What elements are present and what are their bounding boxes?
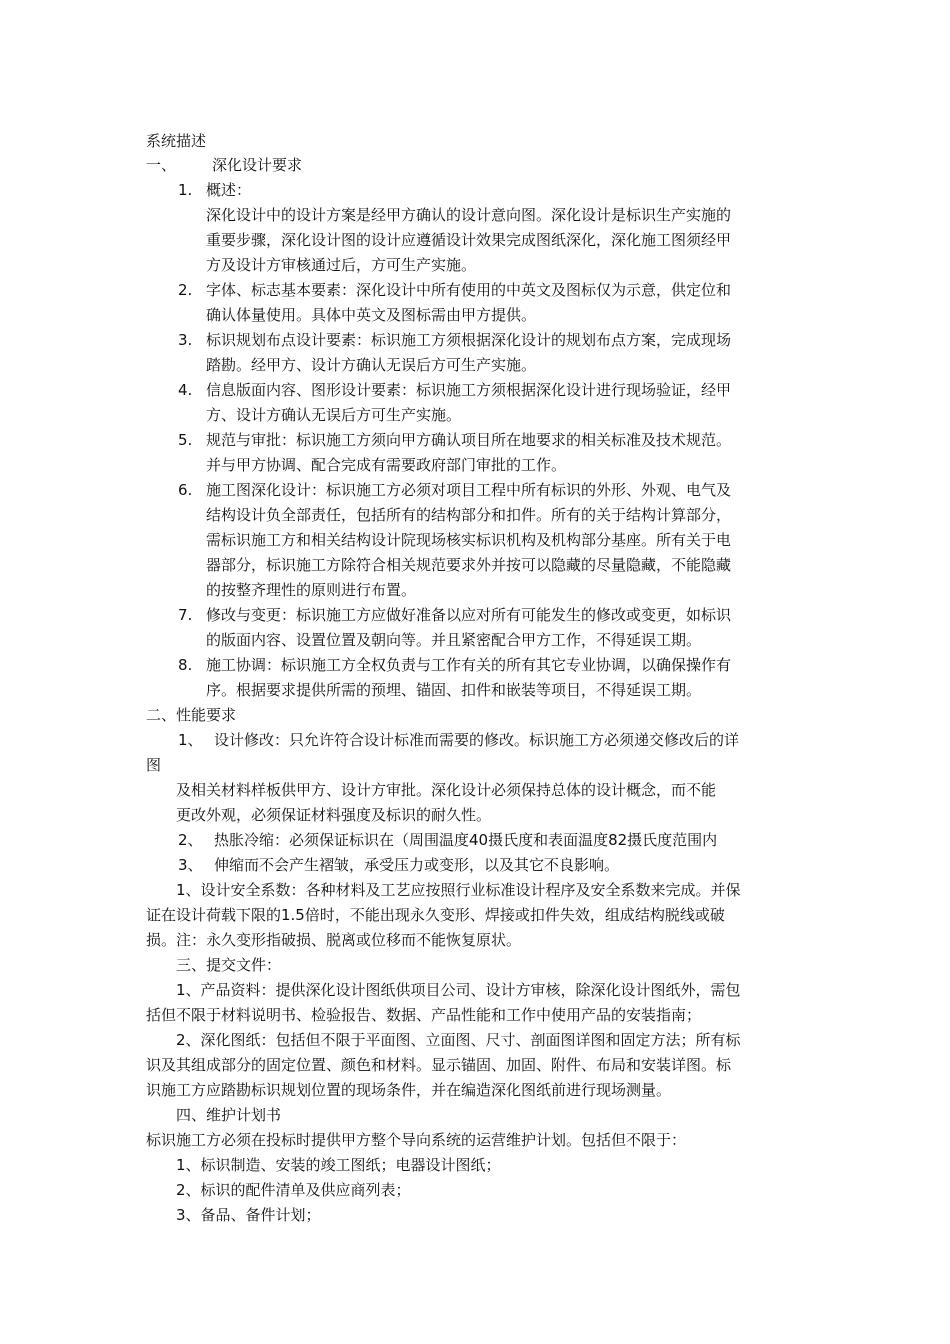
- section4-heading: 四、维护计划书: [176, 1106, 282, 1124]
- item-line: 概述：: [206, 181, 252, 199]
- para-line: 伸缩而不会产生褶皱，承受压力或变形，以及其它不良影响。: [214, 856, 620, 874]
- para-line: 括但不限于材料说明书、检验报告、数据、产品性能和工作中使用产品的安装指南；: [146, 1006, 702, 1024]
- item-line: 深化设计中的设计方案是经甲方确认的设计意向图。深化设计是标识生产实施的: [206, 206, 732, 224]
- item-line: 施工协调：标识施工方全权负责与工作有关的所有其它专业协调，以确保操作有: [206, 656, 732, 674]
- item-line: 字体、标志基本要素：深化设计中所有使用的中英文及图标仅为示意，供定位和: [206, 281, 732, 299]
- list-item: 1、标识制造、安装的竣工图纸；电器设计图纸；: [176, 1156, 501, 1174]
- list-item: 2、标识的配件清单及供应商列表；: [176, 1181, 411, 1199]
- para-number: 1、: [178, 731, 203, 749]
- item-line: 需标识施工方和相关结构设计院现场核实标识机构及机构部分基座。所有关于电: [206, 531, 732, 549]
- item-line: 序。根据要求提供所需的预埋、锚固、扣件和嵌装等项目，不得延误工期。: [206, 681, 702, 699]
- section3-heading: 三、提交文件：: [176, 956, 282, 974]
- para-line: 图: [146, 756, 162, 774]
- item-number: 2.: [178, 281, 193, 299]
- para-line: 1、设计安全系数：各种材料及工艺应按照行业标准设计程序及安全系数来完成。并保: [176, 881, 741, 899]
- para-line: 1、产品资料：提供深化设计图纸供项目公司、设计方审核，除深化设计图纸外，需包: [176, 981, 741, 999]
- para-line: 及相关材料样板供甲方、设计方审批。深化设计必须保持总体的设计概念，而不能: [176, 781, 717, 799]
- item-number: 7.: [178, 606, 193, 624]
- item-line: 重要步骤，深化设计图的设计应遵循设计效果完成图纸深化，深化施工图须经甲: [206, 231, 732, 249]
- item-line: 器部分，标识施工方除符合相关规范要求外并按可以隐藏的尽量隐藏，不能隐藏: [206, 556, 732, 574]
- para-line: 设计修改：只允许符合设计标准而需要的修改。标识施工方必须递交修改后的详: [214, 731, 740, 749]
- document-title: 系统描述: [146, 132, 207, 150]
- para-line: 更改外观，必须保证材料强度及标识的耐久性。: [176, 806, 492, 824]
- para-line: 2、深化图纸：包括但不限于平面图、立面图、尺寸、剖面图详图和固定方法；所有标: [176, 1031, 741, 1049]
- item-number: 5.: [178, 431, 193, 449]
- section2-heading: 二、性能要求: [146, 706, 237, 724]
- item-line: 施工图深化设计：标识施工方必须对项目工程中所有标识的外形、外观、电气及: [206, 481, 732, 499]
- item-line: 踏勘。经甲方、设计方确认无误后方可生产实施。: [206, 356, 537, 374]
- item-line: 结构设计负全部责任，包括所有的结构部分和扣件。所有的关于结构计算部分，: [206, 506, 732, 524]
- item-number: 3.: [178, 331, 193, 349]
- list-item: 3、备品、备件计划；: [176, 1206, 321, 1224]
- para-line: 损。注：永久变形指破损、脱离或位移而不能恢复原状。: [146, 931, 522, 949]
- item-line: 方、设计方确认无误后方可生产实施。: [206, 406, 462, 424]
- para-line: 证在设计荷载下限的1.5倍时，不能出现永久变形、焊接或扣件失效，组成结构脱线或破: [146, 906, 725, 924]
- item-number: 6.: [178, 481, 193, 499]
- item-line: 并与甲方协调、配合完成有需要政府部门审批的工作。: [206, 456, 567, 474]
- item-number: 1.: [178, 181, 193, 199]
- item-line: 信息版面内容、图形设计要素：标识施工方须根据深化设计进行现场验证，经甲: [206, 381, 732, 399]
- section1-number: 一、: [146, 156, 177, 174]
- section1-heading: 深化设计要求: [212, 156, 303, 174]
- item-line: 修改与变更：标识施工方应做好准备以应对所有可能发生的修改或变更，如标识: [206, 606, 732, 624]
- item-line: 规范与审批：标识施工方须向甲方确认项目所在地要求的相关标准及技术规范。: [206, 431, 732, 449]
- item-line: 的版面内容、设置位置及朝向等。并且紧密配合甲方工作，不得延误工期。: [206, 631, 702, 649]
- para-line: 热胀冷缩：必须保证标识在（周围温度40摄氏度和表面温度82摄氏度范围内: [214, 831, 718, 849]
- item-line: 确认体量使用。具体中英文及图标需由甲方提供。: [206, 306, 537, 324]
- item-number: 8.: [178, 656, 193, 674]
- para-number: 2、: [178, 831, 203, 849]
- para-line: 标识施工方必须在投标时提供甲方整个导向系统的运营维护计划。包括但不限于：: [146, 1131, 687, 1149]
- para-line: 识施工方应踏勘标识规划位置的现场条件，并在编造深化图纸前进行现场测量。: [146, 1081, 672, 1099]
- item-line: 标识规划布点设计要素：标识施工方须根据深化设计的规划布点方案，完成现场: [206, 331, 732, 349]
- item-line: 的按整齐理性的原则进行布置。: [206, 581, 417, 599]
- item-line: 方及设计方审核通过后，方可生产实施。: [206, 256, 477, 274]
- item-number: 4.: [178, 381, 193, 399]
- para-number: 3、: [178, 856, 203, 874]
- para-line: 识及其组成部分的固定位置、颜色和材料。显示锚固、加固、附件、布局和安装详图。标: [146, 1056, 732, 1074]
